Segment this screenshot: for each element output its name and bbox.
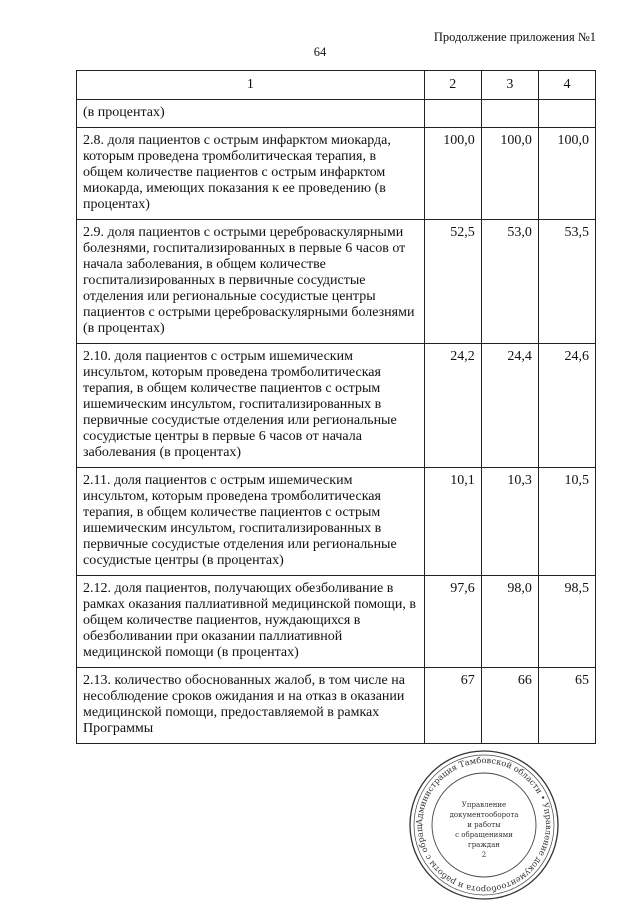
- value-year-3: [538, 100, 595, 128]
- value-year-2: 53,0: [481, 220, 538, 344]
- row-description: (в процентах): [77, 100, 425, 128]
- row-description: 2.9. доля пациентов с острыми цереброваскулярными болезнями, госпитализированных в первые 6 часов от начала заболевания, в общем количестве госпитализированных в первичные сосудистые отделения или региональные сосудистые центры пациентов с острыми цереброваскулярными болезнями (в процентах): [77, 220, 425, 344]
- value-year-3: 53,5: [538, 220, 595, 344]
- table-row: [77, 468, 596, 576]
- row-description: 2.13. количество обоснованных жалоб, в том числе на несоблюдение сроков ожидания и на отказ в оказании медицинской помощи, предоставляемой в рамках Программы: [77, 668, 425, 744]
- value-year-1: 67: [424, 668, 481, 744]
- row-description: 2.12. доля пациентов, получающих обезболивание в рамках оказания паллиативной медицинской помощи, в общем количестве пациентов, нуждающихся в обезболивании при оказании паллиативной медицинской помощи (в процентах): [77, 576, 425, 668]
- table-header-row: [77, 71, 596, 100]
- column-header: 1: [77, 71, 425, 100]
- value-year-3: 10,5: [538, 468, 595, 576]
- value-year-3: 65: [538, 668, 595, 744]
- official-stamp: [404, 745, 564, 905]
- stamp-line: Управление: [461, 801, 507, 809]
- value-year-2: 24,4: [481, 344, 538, 468]
- value-year-3: 98,5: [538, 576, 595, 668]
- table-row: [77, 100, 596, 128]
- row-description: 2.8. доля пациентов с острым инфарктом миокарда, которым проведена тромболитическая терапия, в общем количестве пациентов с острым инфарктом миокарда, имеющих показания к ее проведению (в процентах): [77, 128, 425, 220]
- page-number: 64: [313, 45, 327, 59]
- value-year-2: 98,0: [481, 576, 538, 668]
- value-year-1: 10,1: [424, 468, 481, 576]
- stamp-line: документооборота: [449, 811, 519, 819]
- stamp-outer-text: Администрация Тамбовской области • Управление документооборота и работы с обращ: [413, 754, 555, 896]
- continuation-header: Продолжение приложения №1: [433, 30, 596, 44]
- table-row: [77, 344, 596, 468]
- indicators-table: [76, 70, 596, 744]
- value-year-1: 52,5: [424, 220, 481, 344]
- value-year-3: 24,6: [538, 344, 595, 468]
- value-year-2: [481, 100, 538, 128]
- column-header: 2: [424, 71, 481, 100]
- value-year-2: 100,0: [481, 128, 538, 220]
- table-row: [77, 128, 596, 220]
- stamp-line: граждан: [468, 841, 500, 849]
- value-year-3: 100,0: [538, 128, 595, 220]
- stamp-line: и работы: [467, 821, 501, 829]
- row-description: 2.11. доля пациентов с острым ишемическим инсультом, которым проведена тромболитическая терапия, в общем количестве пациентов с острым ишемическим инсультом, госпитализированных в первичные сосудистые отделения или региональные сосудистые центры (в процентах): [77, 468, 425, 576]
- stamp-line: 2: [481, 851, 487, 859]
- table-row: [77, 668, 596, 744]
- column-header: 3: [481, 71, 538, 100]
- value-year-2: 10,3: [481, 468, 538, 576]
- column-header: 4: [538, 71, 595, 100]
- table-row: [77, 576, 596, 668]
- value-year-1: [424, 100, 481, 128]
- value-year-2: 66: [481, 668, 538, 744]
- value-year-1: 97,6: [424, 576, 481, 668]
- value-year-1: 100,0: [424, 128, 481, 220]
- stamp-line: с обращениями: [455, 831, 513, 839]
- table-row: [77, 220, 596, 344]
- row-description: 2.10. доля пациентов с острым ишемическим инсультом, которым проведена тромболитическая терапия, в общем количестве пациентов с острым ишемическим инсультом, госпитализированных в первичные сосудистые отделения или региональные сосудистые центры в первые 6 часов от начала заболевания (в процентах): [77, 344, 425, 468]
- value-year-1: 24,2: [424, 344, 481, 468]
